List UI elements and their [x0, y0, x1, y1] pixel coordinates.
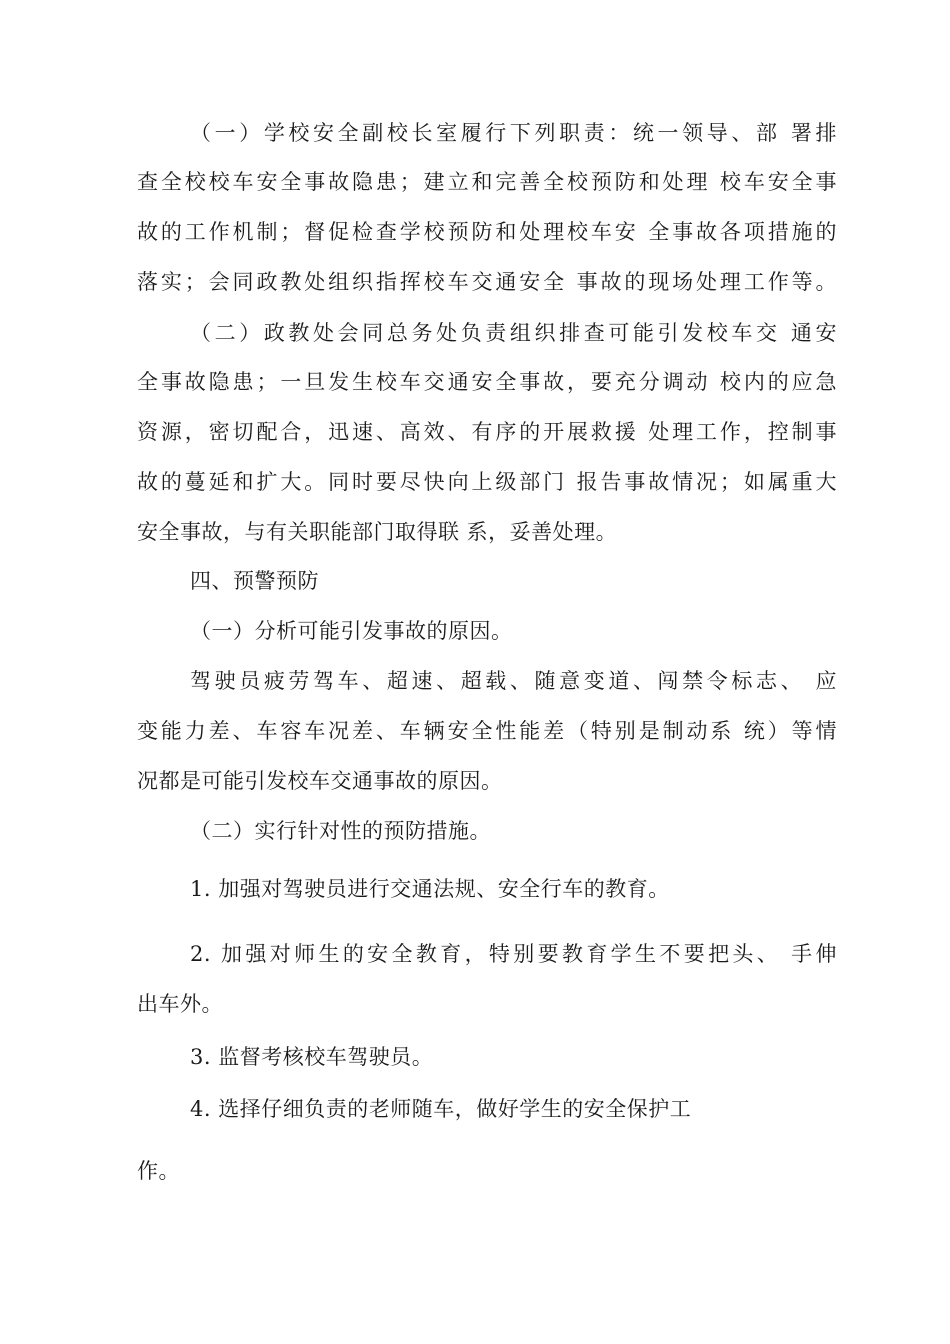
list-item-continuation: 出车外。: [137, 992, 223, 1016]
paragraph-line: 安全事故，与有关职能部门取得联 系，妥善处理。: [137, 520, 618, 544]
paragraph-line: 况都是可能引发校车交通事故的原因。: [137, 769, 503, 793]
paragraph-line: 故的蔓延和扩大。同时要尽快向上级部门 报告事故情况；如属重大: [137, 470, 837, 494]
paragraph-line: （二）政教处会同总务处负责组织排查可能引发校车交 通安: [190, 321, 837, 345]
paragraph-line: 查全校校车安全事故隐患；建立和完善全校预防和处理 校车安全事: [137, 170, 837, 194]
paragraph-line: 资源，密切配合，迅速、高效、有序的开展救援 处理工作，控制事: [137, 420, 837, 444]
list-item-continuation: 作。: [137, 1159, 180, 1183]
paragraph-line: （一）学校安全副校长室履行下列职责：统一领导、部 署排: [190, 121, 837, 145]
paragraph-line: 全事故隐患；一旦发生校车交通安全事故，要充分调动 校内的应急: [137, 370, 837, 394]
subsection-heading: （一）分析可能引发事故的原因。: [190, 619, 513, 643]
section-heading: 四、预警预防: [190, 569, 319, 593]
subsection-heading: （二）实行针对性的预防措施。: [190, 819, 491, 843]
paragraph-line: 变能力差、车容车况差、车辆安全性能差（特别是制动系 统）等情: [137, 719, 837, 743]
list-item: 2. 加强对师生的安全教育，特别要教育学生不要把头、 手伸: [190, 942, 837, 966]
list-item: 3. 监督考核校车驾驶员。: [190, 1045, 434, 1069]
paragraph-line: 落实；会同政教处组织指挥校车交通安全 事故的现场处理工作等。: [137, 270, 837, 294]
list-item: 4. 选择仔细负责的老师随车，做好学生的安全保护工: [190, 1097, 692, 1121]
list-item: 1. 加强对驾驶员进行交通法规、安全行车的教育。: [190, 877, 670, 901]
paragraph-line: 驾驶员疲劳驾车、超速、超载、随意变道、闯禁令标志、 应: [190, 669, 837, 693]
paragraph-line: 故的工作机制；督促检查学校预防和处理校车安 全事故各项措施的: [137, 220, 837, 244]
